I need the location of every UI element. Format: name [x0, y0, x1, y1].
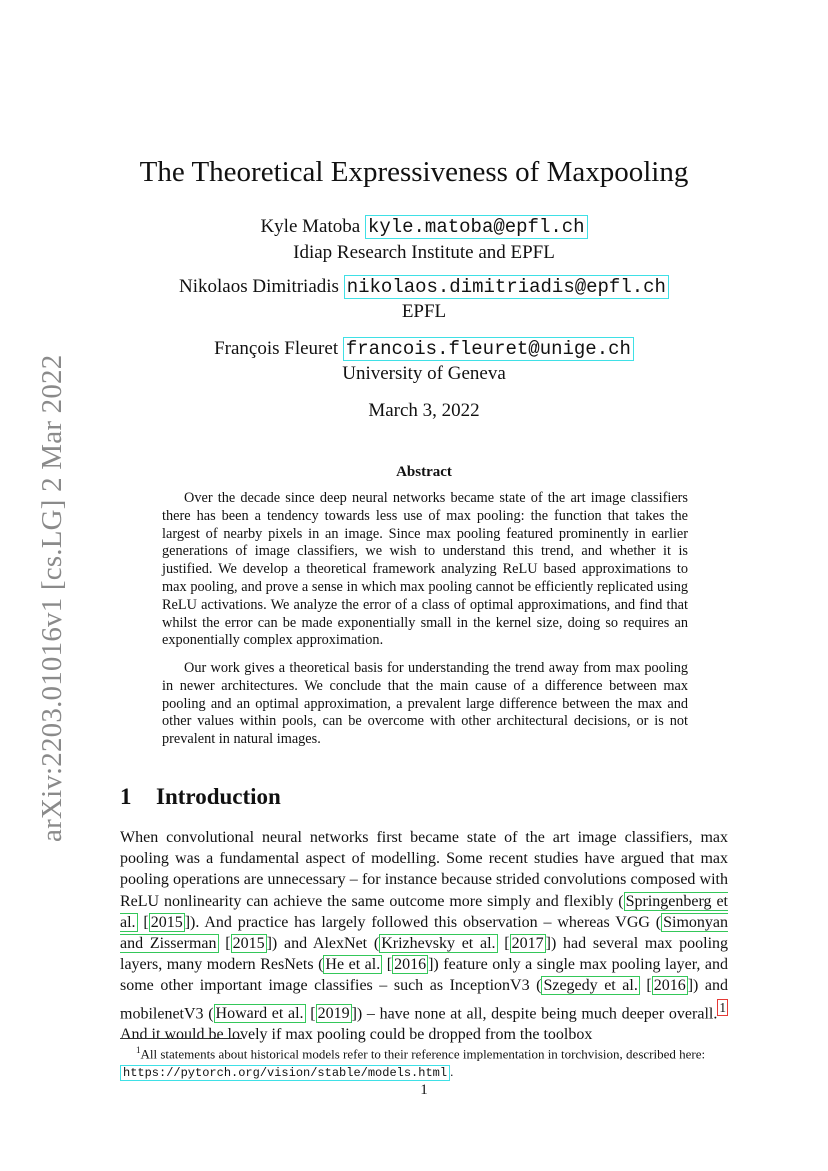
footnote-number: 1	[136, 1045, 141, 1055]
citation-link[interactable]: He et al.	[325, 956, 381, 974]
arxiv-identifier-stamp: arXiv:2203.01016v1 [cs.LG] 2 Mar 2022	[36, 354, 68, 842]
author-1	[0, 216, 828, 238]
body-text: ) had several max pooling layers, many modern ResNets (	[120, 935, 729, 974]
section-number: 1	[120, 784, 132, 809]
citation-year-link[interactable]: 2015	[150, 913, 183, 931]
abstract-heading: Abstract	[396, 464, 452, 480]
body-text: When convolutional neural networks first became state of the art image classifiers, max pooling was a fundamental aspect of modelling. Some recent studies have argued that max pooling operations are unnecessary – for instance because strided convolutions composed with ReLU nonlinearity can achieve the same outcome more simply and flexibly (	[120, 829, 728, 910]
abstract-paragraph: Over the decade since deep neural networks became state of the art image classifiers there has been a tendency towards less use of max pooling: the function that takes the largest of nearby pixels in an image. Since max pooling featured prominently in earlier generations of image classifiers, we wish to understand this trend, and whether it is justified. We develop a theoretical framework analyzing ReLU based approximations to max pooling, and prove a sense in which max pooling cannot be efficiently replicated using ReLU activations. We analyze the error of a class of optimal approximations, and find that whilst the error can be made exponentially small in the kernel size, doing so requires an exponentially complex approximation.	[162, 490, 688, 649]
citation-link[interactable]: Howard et al.	[215, 1004, 304, 1022]
footnote	[120, 1042, 728, 1082]
page-number: 1	[420, 1082, 428, 1098]
citation-link[interactable]: Krizhevsky et al.	[381, 935, 496, 953]
paper-title: The Theoretical Expressiveness of Maxpooling	[139, 156, 689, 188]
body-text: ) – have none at all, despite being much deeper overall.	[356, 1004, 718, 1022]
footnote-divider	[120, 1038, 242, 1039]
intro-paragraph: When convolutional neural networks first became state of the art image classifiers, max pooling was a fundamental aspect of modelling. Some recent studies have argued that max pooling operations are unnecessary – for instance because strided convolutions composed with ReLU nonlinearity can achieve the same outcome more simply and flexibly ( Springenberg et al. [ 2015 ]). And practice has largely followed this observation – whereas VGG ( Simonyan and Zisserman [ 2015 ]) and AlexNet ( Krizhevsky et al. [ 2017 ]) had several max pooling layers, many modern ResNets ( He et al. [ 2016 ]) feature only a single max pooling layer, and some other important image classifies – such as InceptionV3 ( Szegedy et al. [ 2016 ]) and mobilenetV3 ( Howard et al. [ 2019 ]) – have none at all, despite being much deeper overall. $^1$ And it would be lovely if max pooling could be dropped from the toolbox	[120, 829, 729, 1044]
body-text: ) and mobilenetV3 (	[120, 977, 729, 1022]
author-affiliation: Idiap Research Institute and EPFL	[293, 242, 555, 263]
citation-year-link[interactable]: 2017	[511, 935, 544, 953]
body-text: And it would be lovely if max pooling could be dropped from the toolbox	[120, 1026, 593, 1044]
author-affiliation: EPFL	[401, 301, 447, 322]
abstract-paragraph: Our work gives a theoretical basis for understanding the trend away from max pooling in newer architectures. We conclude that the main cause of a difference between max pooling and an optimal approximation, a prevalent large difference between the max and other values within pools, can be overcome with other architectural decisions, or is not prevalent in natural images.	[162, 660, 688, 748]
section-heading	[120, 784, 281, 810]
citation-year-link[interactable]: 2016	[653, 977, 686, 995]
author-email-link[interactable]: francois.fleuret@unige.ch	[343, 337, 634, 361]
section-title: Introduction	[156, 784, 281, 809]
body-text: ) feature only a single max pooling layer, and some other important image classifies – such as InceptionV3 (	[120, 956, 729, 995]
footnote-url-link[interactable]: https://pytorch.org/vision/stable/models.html	[120, 1065, 450, 1081]
citation-link[interactable]: Simonyan and Zisserman	[120, 913, 729, 953]
citation-year-link[interactable]: 2015	[232, 935, 265, 953]
author-name: François Fleuret	[214, 338, 339, 359]
citation-year-link[interactable]: 2019	[317, 1004, 350, 1022]
footnote-marker-link[interactable]: 1	[719, 999, 726, 1015]
body-text: ) and AlexNet (	[271, 935, 380, 953]
author-affiliation: University of Geneva	[342, 363, 506, 384]
author-name: Kyle Matoba	[260, 216, 361, 237]
footnote-text: All statements about historical models refer to their reference implementation in torchvision, described here:	[140, 1046, 706, 1062]
citation-link[interactable]: Szegedy et al.	[543, 977, 638, 995]
author-2	[0, 276, 828, 298]
author-email-link[interactable]: nikolaos.dimitriadis@epfl.ch	[344, 275, 669, 299]
body-text: ). And practice has largely followed this observation – whereas VGG (	[190, 913, 662, 931]
author-3	[0, 338, 828, 360]
author-email-link[interactable]: kyle.matoba@epfl.ch	[365, 215, 588, 239]
footnote-text: .	[450, 1063, 454, 1079]
publication-date: March 3, 2022	[368, 400, 480, 421]
author-name: Nikolaos Dimitriadis	[179, 276, 339, 297]
citation-year-link[interactable]: 2016	[394, 956, 427, 974]
citation-link[interactable]: Springenberg et al.	[120, 892, 728, 931]
